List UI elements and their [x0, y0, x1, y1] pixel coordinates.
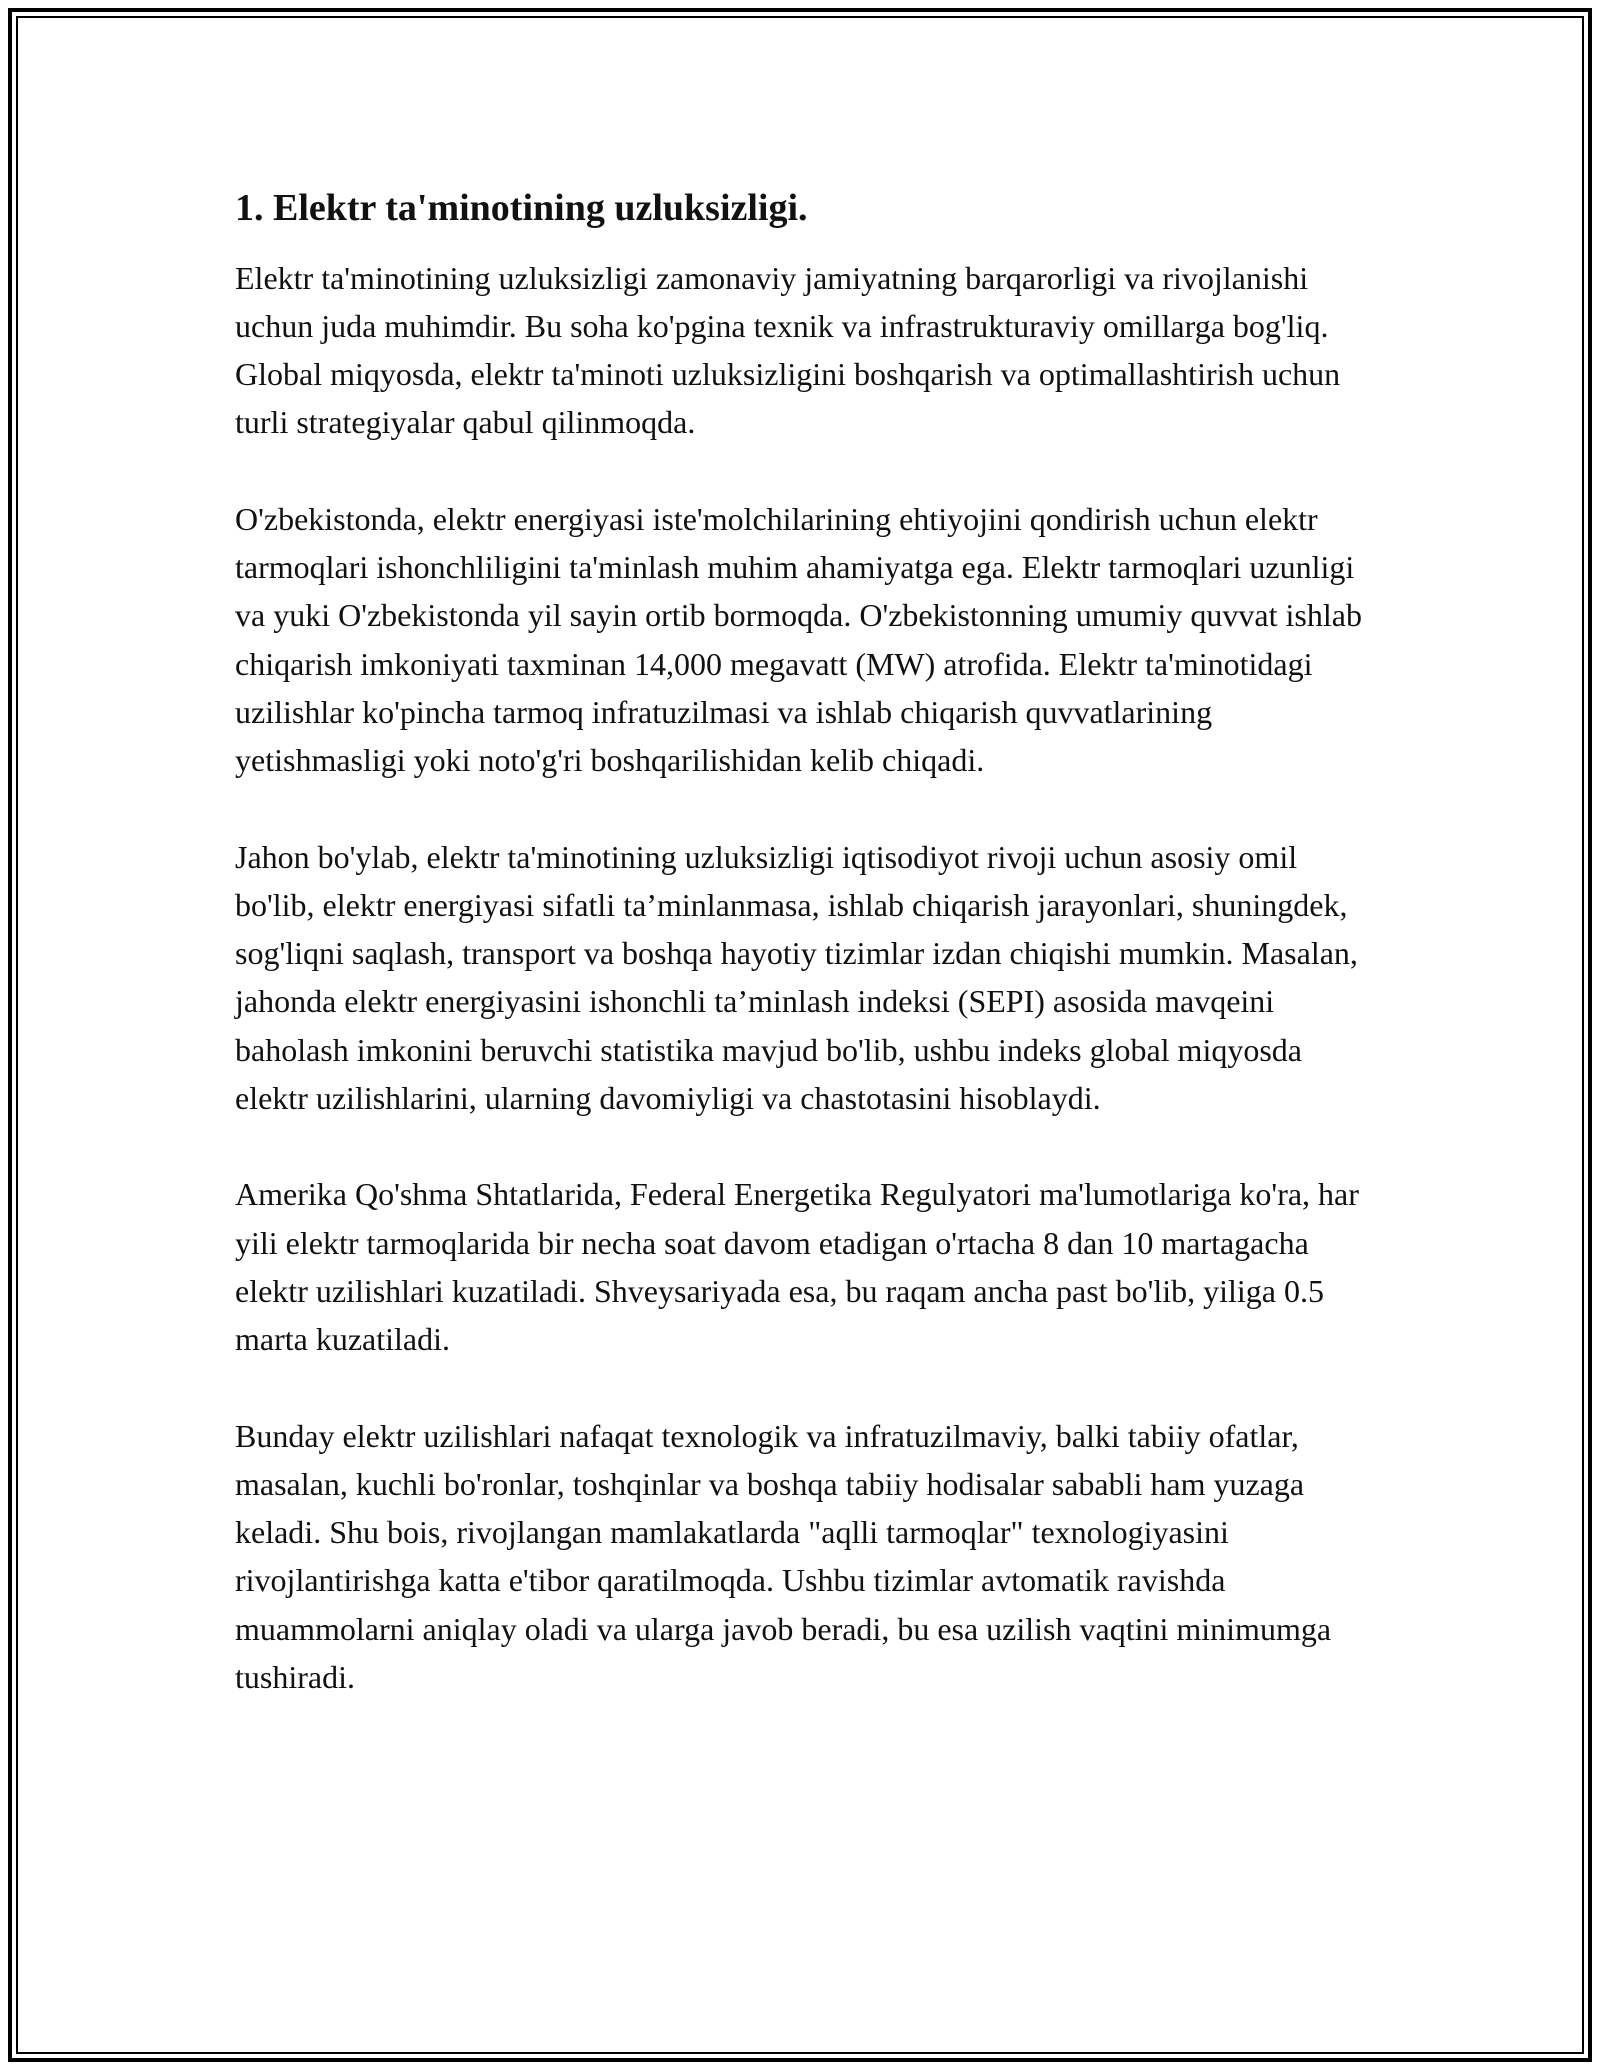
- section-heading: 1. Elektr ta'minotining uzluksizligi.: [235, 187, 808, 229]
- paragraph-uzbekistan: O'zbekistonda, elektr energiyasi iste'molchilarining ehtiyojini qondirish uchun elektr tarmoqlari ishonchliligini ta'minlash muhim ahamiyatga ega. Elektr tarmoqlari uzunligi va yuki O'zbekistonda yil sayin ortib bormoqda. O'zbekistonning umumiy quvvat ishlab chiqarish imkoniyati taxminan 14,000 megavatt (MW) atrofida. Elektr ta'minotidagi uzilishlar ko'pincha tarmoq infratuzilmasi va ishlab chiqarish quvvatlarining yetishmasligi yoki noto'g'ri boshqarilishidan kelib chiqadi.: [235, 500, 1362, 779]
- paragraph-usa-switzerland: Amerika Qo'shma Shtatlarida, Federal Energetika Regulyatori ma'lumotlariga ko'ra, har yili elektr tarmoqlarida bir necha soat davom etadigan o'rtacha 8 dan 10 martagacha elektr uzilishlari kuzatiladi. Shveysariyada esa, bu raqam ancha past bo'lib, yiliga 0.5 marta kuzatiladi.: [235, 1176, 1359, 1358]
- document-body: [235, 186, 1375, 1749]
- paragraph-world: Jahon bo'ylab, elektr ta'minotining uzluksizligi iqtisodiyot rivoji uchun asosiy omil bo'lib, elektr energiyasi sifatli ta’minlanmasa, ishlab chiqarish jarayonlari, shuningdek, sog'liqni saqlash, transport va boshqa hayotiy tizimlar izdan chiqishi mumkin. Masalan, jahonda elektr energiyasini ishonchli ta’minlash indeksi (SEPI) asosida mavqeini baholash imkonini beruvchi statistika mavjud bo'lib, ushbu indeks global miqyosda elektr uzilishlarini, ularning davomiyligi va chastotasini hisoblaydi.: [235, 838, 1358, 1117]
- paragraph-smart-grids: Bunday elektr uzilishlari nafaqat texnologik va infratuzilmaviy, balki tabiiy ofatlar, masalan, kuchli bo'ronlar, toshqinlar va boshqa tabiiy hodisalar sababli ham yuzaga keladi. Shu bois, rivojlangan mamlakatlarda "aqlli tarmoqlar" texnologiyasini rivojlantirishga katta e'tibor qaratilmoqda. Ushbu tizimlar avtomatik ravishda muammolarni aniqlay oladi va ularga javob beradi, bu esa uzilish vaqtini minimumga tushiradi.: [235, 1417, 1332, 1696]
- paragraph-intro: Elektr ta'minotining uzluksizligi zamonaviy jamiyatning barqarorligi va rivojlanishi uchun juda muhimdir. Bu soha ko'pgina texnik va infrastrukturaviy omillarga bog'liq. Global miqyosda, elektr ta'minoti uzluksizligini boshqarish va optimallashtirish uchun turli strategiyalar qabul qilinmoqda.: [235, 259, 1341, 441]
